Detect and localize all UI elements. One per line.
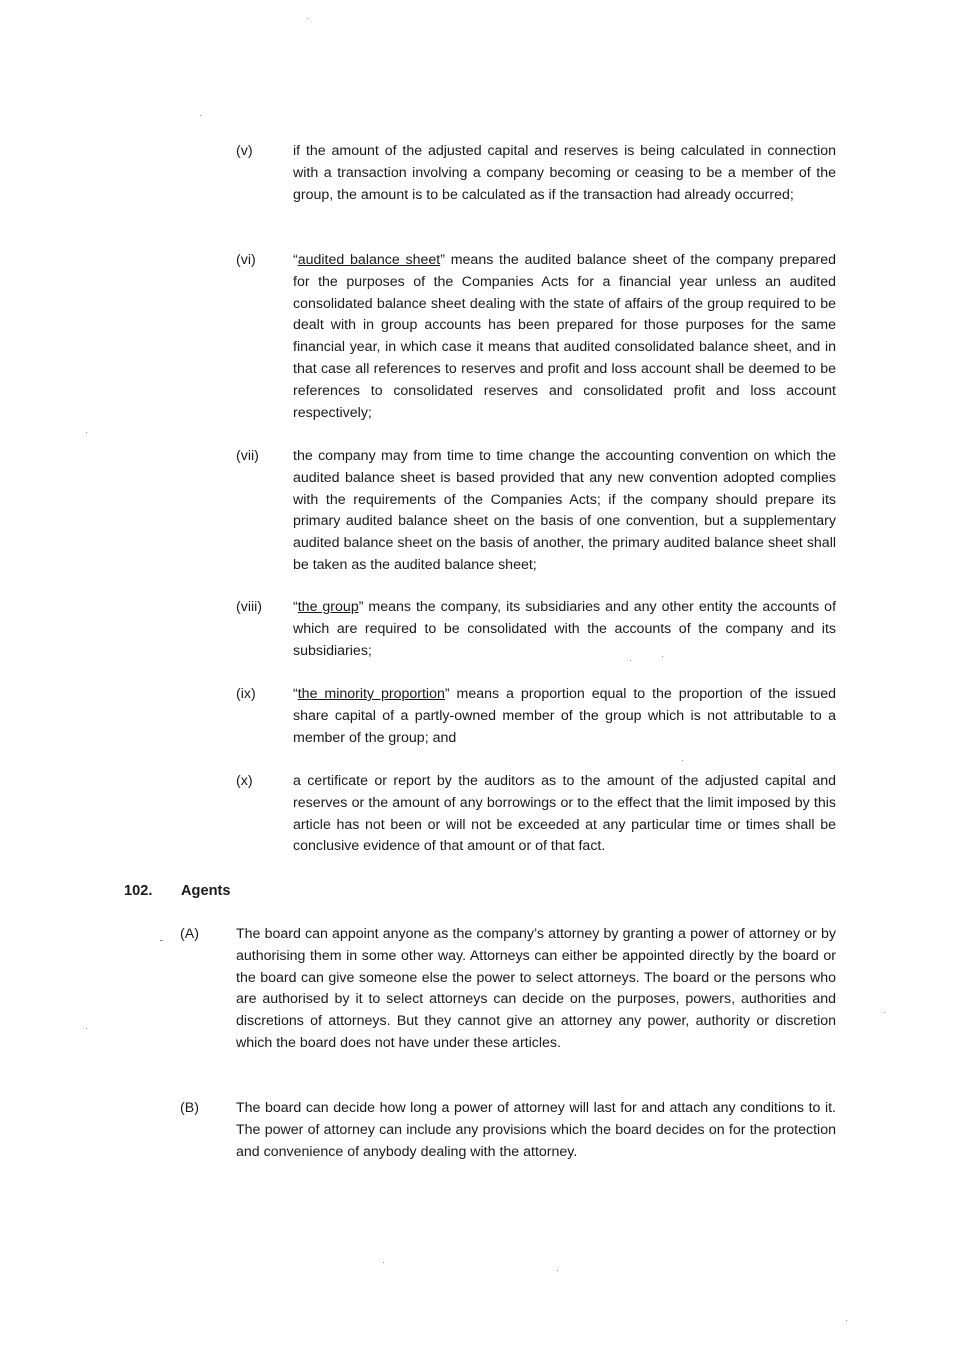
clause-text <box>293 597 836 662</box>
defined-term: the group <box>297 599 359 615</box>
scan-speck <box>86 1028 87 1029</box>
scan-speck <box>662 656 663 657</box>
close-quote: ” <box>358 599 364 615</box>
scan-speck <box>383 1262 384 1263</box>
clause-text: a certificate or report by the auditors as to the amount of the adjusted capital and reserves or the amount of any borrowings or to the effect that the limit imposed by this article has not been or will not be exceeded at any particular time or times shall be conclusive evidence of that amount or of that fact. <box>293 773 836 855</box>
clause-number: (vi) <box>236 252 256 268</box>
clause-text: if the amount of the adjusted capital and reserves is being calculated in connection with a transaction involving a company becoming or ceasing to be a member of the group, the amount is to be calculated as if the transaction had already occurred; <box>293 143 836 203</box>
scan-speck <box>307 18 308 19</box>
open-quote: “ <box>293 599 298 615</box>
paragraph-number: (A) <box>180 926 199 942</box>
open-quote: “ <box>293 686 298 702</box>
scan-speck <box>86 432 87 433</box>
scan-speck <box>682 760 683 761</box>
clause-number: (vii) <box>236 448 259 464</box>
definition-text: means the audited balance sheet of the company prepared for the purposes of the Companies Acts for a financial year unless an audited consolidated balance sheet dealing with the state of affairs of the group required to be dealt with in group accounts has been prepared for those purposes for the same financial year, in which case it means that audited consolidated balance sheet, and in that case all references to reserves and profit and loss account shall be deemed to be references to consolidated reserves and consolidated profit and loss account respectively; <box>293 252 836 421</box>
paragraph-number: (B) <box>180 1100 199 1116</box>
scan-speck <box>846 1320 847 1321</box>
close-quote: ” <box>440 252 445 268</box>
clause-number: (x) <box>236 773 253 789</box>
section-title: Agents <box>181 883 231 899</box>
clause-number: (viii) <box>236 599 262 615</box>
defined-term: the minority proportion <box>297 686 445 702</box>
clause-text: the company may from time to time change the accounting convention on which the audited balance sheet is based provided that any new convention adopted complies with the requirements of the Companies Acts; if the company should prepare its primary audited balance sheet on the basis of one convention, but a supplementary audited balance sheet on the basis of another, the primary audited balance sheet shall be taken as the audited balance sheet; <box>293 448 836 573</box>
section-number: 102. <box>124 883 153 899</box>
defined-term: audited balance sheet <box>297 252 441 268</box>
scan-speck <box>884 1012 885 1013</box>
scan-speck <box>160 940 163 941</box>
scan-speck <box>200 115 201 116</box>
definition-text: means the company, its subsidiaries and any other entity the accounts of which are required to be consolidated with the accounts of the company and its subsidiaries; <box>293 599 837 659</box>
scan-speck <box>630 660 631 661</box>
paragraph-text: The board can appoint anyone as the company’s attorney by granting a power of attorney or by authorising them in some other way. Attorneys can either be appointed directly by the board or the board can give someone else the power to select attorneys. The board or the persons who are authorised by it to select attorneys can decide on the purposes, powers, authorities and discretions of attorneys. But they cannot give an attorney any power, authority or discretion which the board does not have under these articles. <box>236 926 836 1051</box>
clause-text <box>293 684 836 749</box>
definition-text: means a proportion equal to the proportion of the issued share capital of a partly-owned member of the group which is not attributable to a member of the group; and <box>293 686 837 746</box>
clause-text <box>293 250 836 424</box>
clause-number: (v) <box>236 143 253 159</box>
scan-speck <box>557 1270 558 1271</box>
clause-number: (ix) <box>236 686 256 702</box>
close-quote: ” <box>444 686 450 702</box>
open-quote: “ <box>293 252 298 268</box>
paragraph-text: The board can decide how long a power of attorney will last for and attach any conditions to it. The power of attorney can include any provisions which the board decides on for the protection and convenience of anybody dealing with the attorney. <box>236 1100 836 1160</box>
